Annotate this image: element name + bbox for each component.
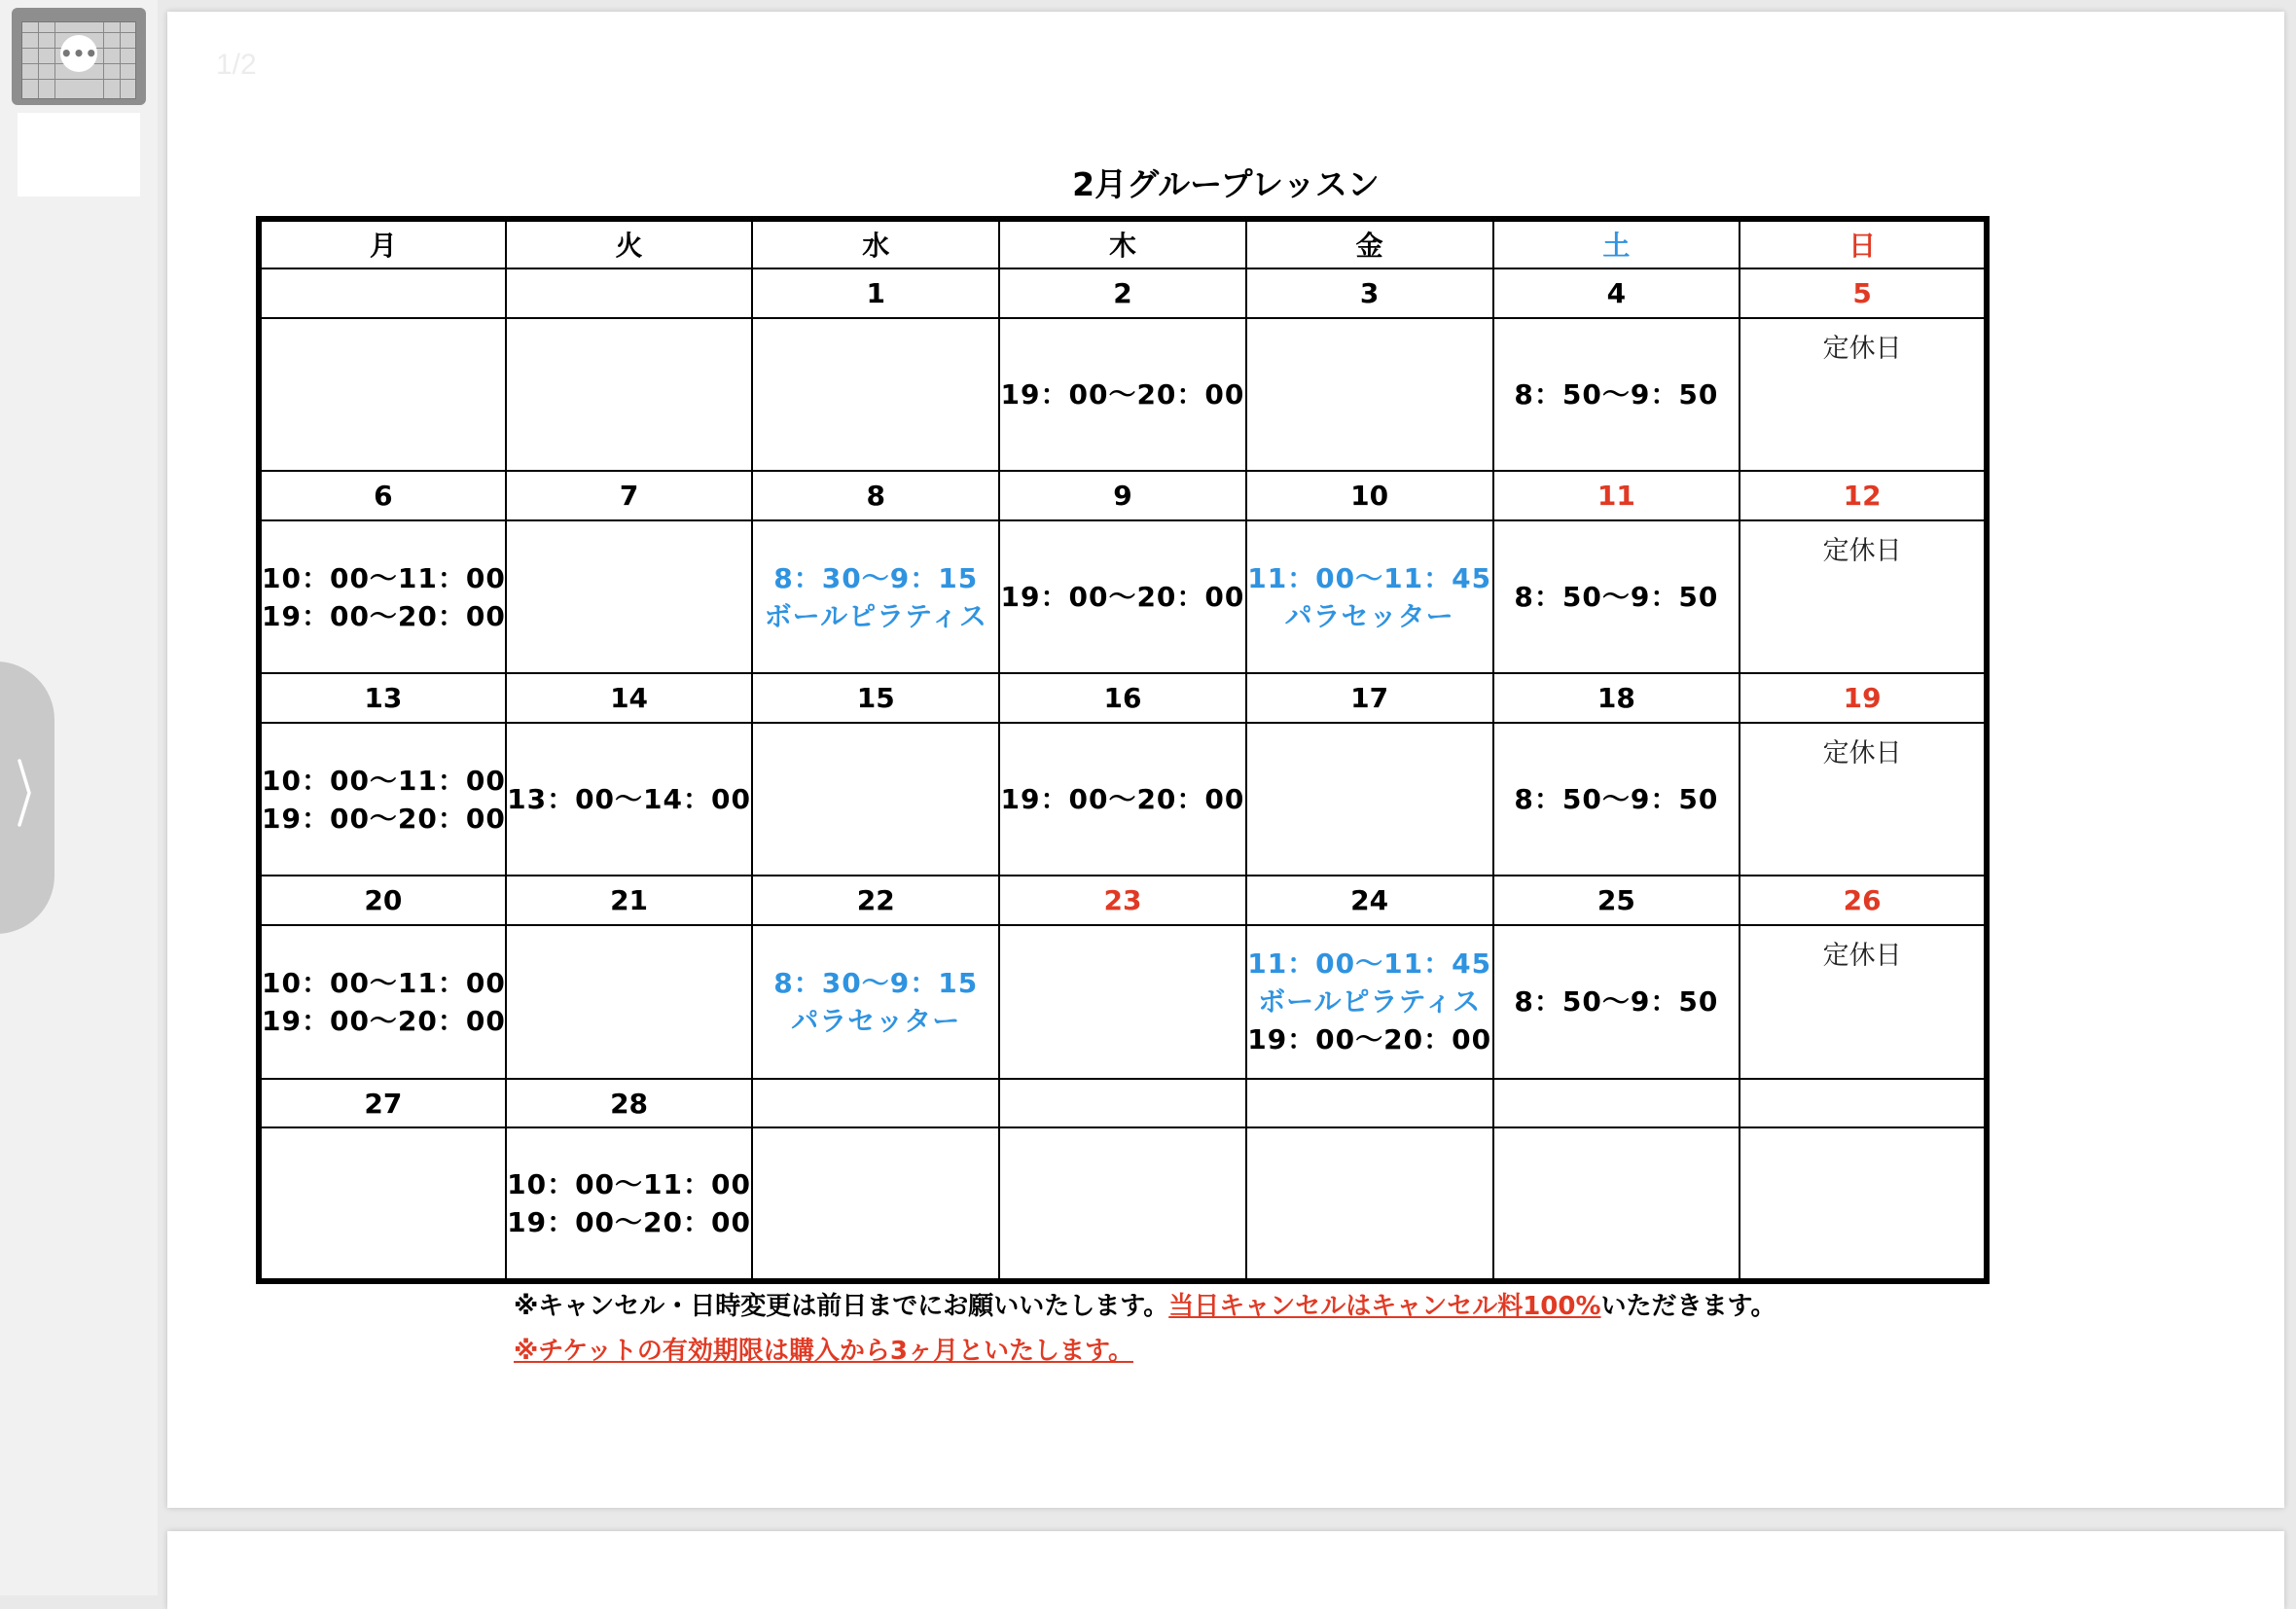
day-cell [999, 1127, 1246, 1281]
weekday-header: 火 [506, 219, 753, 268]
date-number: 23 [999, 876, 1246, 925]
date-number: 12 [1740, 471, 1987, 520]
date-number: 2 [999, 268, 1246, 318]
document-page [167, 12, 2284, 1508]
lesson-time: 8：50〜9：50 [1514, 581, 1719, 613]
date-number [1246, 1079, 1493, 1128]
lesson-time: 10：00〜11：00 [262, 764, 506, 797]
date-number: 7 [506, 471, 753, 520]
note-cancellation [514, 1284, 2070, 1329]
date-number: 19 [1740, 673, 1987, 723]
date-number: 6 [259, 471, 506, 520]
date-number: 20 [259, 876, 506, 925]
lesson-time: 19：00〜20：00 [1000, 783, 1245, 816]
page-thumbnail-1[interactable] [12, 8, 146, 105]
schedule-row [259, 520, 1987, 673]
lesson-time: 10：00〜11：00 [262, 966, 506, 999]
weekday-header: 金 [1246, 219, 1493, 268]
date-number: 16 [999, 673, 1246, 723]
lesson-time: パラセッター [1284, 599, 1454, 632]
date-number: 1 [752, 268, 999, 318]
lesson-time: 13：00〜14：00 [507, 783, 751, 816]
note-highlight: 当日キャンセルはキャンセル料100% [1168, 1292, 1601, 1321]
date-number [752, 1079, 999, 1128]
day-cell [1493, 1127, 1740, 1281]
day-cell [1740, 520, 1987, 673]
date-number [1493, 1079, 1740, 1128]
date-number: 3 [1246, 268, 1493, 318]
lesson-time: 19：00〜20：00 [262, 1004, 506, 1037]
lesson-time: 19：00〜20：00 [1000, 377, 1245, 411]
closed-day-label: 定休日 [1822, 535, 1902, 566]
day-cell [259, 520, 506, 673]
day-cell [1493, 318, 1740, 471]
date-number: 9 [999, 471, 1246, 520]
lesson-time: 19：00〜20：00 [1000, 581, 1245, 613]
date-number: 25 [1493, 876, 1740, 925]
closed-day-label: 定休日 [1822, 333, 1902, 364]
note-prefix: ※キャンセル・日時変更は前日までにお願いいたします。 [514, 1292, 1169, 1321]
day-cell [999, 520, 1246, 673]
date-number: 22 [752, 876, 999, 925]
date-number: 13 [259, 673, 506, 723]
day-cell [506, 925, 753, 1078]
day-cell [1493, 925, 1740, 1078]
date-number: 10 [1246, 471, 1493, 520]
date-number: 11 [1493, 471, 1740, 520]
day-cell [1740, 925, 1987, 1078]
weekday-header: 水 [752, 219, 999, 268]
day-cell [1740, 318, 1987, 471]
document-page-2 [167, 1531, 2284, 1609]
page-indicator: 1/2 [216, 49, 257, 81]
weekday-header: 土 [1493, 219, 1740, 268]
closed-day-label: 定休日 [1822, 738, 1902, 769]
day-cell [506, 318, 753, 471]
lesson-calendar [256, 216, 1990, 1284]
day-cell [259, 1127, 506, 1281]
date-number [259, 268, 506, 318]
day-cell [506, 520, 753, 673]
day-cell [1493, 520, 1740, 673]
more-options-icon[interactable]: ••• [60, 35, 97, 72]
date-row [259, 876, 1987, 925]
weekday-header: 日 [1740, 219, 1987, 268]
lesson-time: 8：30〜9：15 [773, 966, 979, 999]
day-cell [259, 723, 506, 876]
day-cell [506, 1127, 753, 1281]
lesson-time: 8：50〜9：50 [1514, 377, 1719, 411]
day-cell [1246, 318, 1493, 471]
day-cell [752, 925, 999, 1078]
day-cell [999, 925, 1246, 1078]
weekday-header: 木 [999, 219, 1246, 268]
schedule-row [259, 1127, 1987, 1281]
day-cell [752, 1127, 999, 1281]
date-number: 27 [259, 1079, 506, 1128]
page-thumbnail-2[interactable] [18, 113, 140, 197]
lesson-time: 10：00〜11：00 [507, 1168, 751, 1201]
lesson-time: 19：00〜20：00 [262, 599, 506, 632]
day-cell [999, 723, 1246, 876]
date-number: 17 [1246, 673, 1493, 723]
schedule-row [259, 318, 1987, 471]
lesson-time: 11：00〜11：45 [1247, 561, 1492, 594]
weekday-header-row [259, 219, 1987, 268]
date-number [999, 1079, 1246, 1128]
day-cell [752, 318, 999, 471]
date-number: 4 [1493, 268, 1740, 318]
day-cell [752, 723, 999, 876]
lesson-time: 19：00〜20：00 [1247, 1023, 1492, 1056]
day-cell [1740, 723, 1987, 876]
schedule-row [259, 925, 1987, 1078]
lesson-time: 8：50〜9：50 [1514, 985, 1719, 1019]
day-cell [1493, 723, 1740, 876]
lesson-time: パラセッター [791, 1004, 961, 1037]
chevron-right-icon[interactable] [18, 759, 31, 827]
weekday-header: 月 [259, 219, 506, 268]
date-number: 18 [1493, 673, 1740, 723]
day-cell [1740, 1127, 1987, 1281]
day-cell [752, 520, 999, 673]
closed-day-label: 定休日 [1822, 941, 1902, 972]
day-cell [1246, 520, 1493, 673]
date-number: 15 [752, 673, 999, 723]
day-cell [1246, 1127, 1493, 1281]
lesson-time: 8：50〜9：50 [1514, 783, 1719, 816]
date-number: 8 [752, 471, 999, 520]
day-cell [259, 925, 506, 1078]
date-number: 21 [506, 876, 753, 925]
date-number: 5 [1740, 268, 1987, 318]
date-number: 28 [506, 1079, 753, 1128]
schedule-row [259, 723, 1987, 876]
day-cell [1246, 723, 1493, 876]
note-suffix: いただきます。 [1600, 1292, 1776, 1321]
lesson-time: ボールピラティス [1258, 985, 1482, 1019]
day-cell [999, 318, 1246, 471]
note-ticket-expiry: ※チケットの有効期限は購入から3ヶ月といたします。 [514, 1337, 1133, 1366]
date-number [1740, 1079, 1987, 1128]
date-number [506, 268, 753, 318]
day-cell [259, 318, 506, 471]
page-title: 2月グループレッスン [1072, 165, 1380, 203]
date-row [259, 471, 1987, 520]
lesson-time: 8：30〜9：15 [773, 561, 979, 594]
day-cell [1246, 925, 1493, 1078]
date-number: 24 [1246, 876, 1493, 925]
date-number: 26 [1740, 876, 1987, 925]
lesson-time: 19：00〜20：00 [262, 802, 506, 835]
thumbnail-sidebar [0, 0, 158, 1595]
notes [514, 1284, 2070, 1374]
day-cell [506, 723, 753, 876]
date-row [259, 268, 1987, 318]
date-row [259, 1079, 1987, 1128]
lesson-time: ボールピラティス [764, 599, 987, 632]
date-row [259, 673, 1987, 723]
lesson-time: 11：00〜11：45 [1247, 948, 1492, 981]
lesson-time: 10：00〜11：00 [262, 561, 506, 594]
date-number: 14 [506, 673, 753, 723]
lesson-time: 19：00〜20：00 [507, 1206, 751, 1239]
